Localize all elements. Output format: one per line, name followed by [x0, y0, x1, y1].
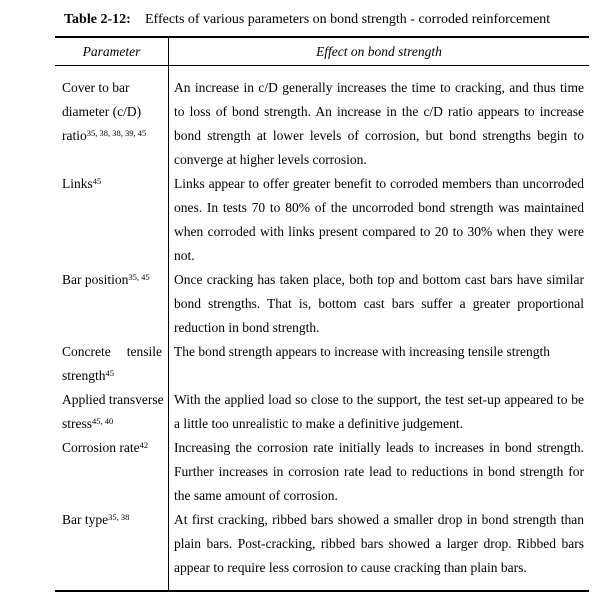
parameter-cell	[62, 340, 162, 388]
effect-cell: An increase in c/D generally increases the time to cracking, and thus time to loss of bond strength. An increase in the c/D ratio appears to increase bond strength at lower levels of corrosion, but bond strengths begin to converge at higher levels corrosion.	[174, 80, 584, 167]
parameter-text: Concrete tensile	[62, 344, 162, 359]
parameter-cell	[62, 76, 162, 148]
parameter-cell	[62, 388, 170, 436]
parameter-text: strength	[62, 368, 106, 383]
reference-superscript: 45, 40	[92, 416, 114, 426]
table-caption-text: Effects of various parameters on bond strength - corroded reinforcement	[145, 12, 551, 27]
reference-superscript: 35, 45	[128, 272, 150, 282]
effect-cell: With the applied load so close to the support, the test set-up appeared to be a little too unrealistic to make a definitive judgement.	[174, 392, 584, 431]
header-effect: Effect on bond strength	[316, 44, 442, 59]
parameter-text: Cover to bar	[62, 80, 130, 95]
effect-cell: Increasing the corrosion rate initially leads to increases in bond strength. Further increases in corrosion rate lead to reductions in bond strength for the same amount of corrosion.	[174, 440, 584, 503]
parameter-text	[62, 124, 162, 148]
parameter-text: Bar position	[62, 272, 129, 287]
bottom-rule	[55, 590, 589, 592]
reference-superscript: 42	[139, 440, 149, 450]
reference-superscript: 35, 38, 38, 39, 45	[86, 128, 147, 138]
table-caption	[64, 12, 550, 28]
reference-superscript: 45	[92, 176, 102, 186]
parameter-text: Corrosion rate	[62, 440, 140, 455]
parameter-text: diameter (c/D)	[62, 104, 142, 119]
effect-cell: Links appear to offer greater benefit to corroded members than uncorroded ones. In tests 70 to 80% of the uncorroded bond strength was maintained when corroded with links present compared to 20 to 30% when they were not.	[174, 176, 584, 263]
parameter-text: stress	[62, 416, 92, 431]
effect-cell: The bond strength appears to increase with increasing tensile strength	[174, 344, 551, 359]
header-rule	[55, 65, 589, 66]
effect-cell: At first cracking, ribbed bars showed a smaller drop in bond strength than plain bars. Post-cracking, ribbed bars showed a larger drop. Ribbed bars appear to require less corrosion to cause cracking than plain bars.	[174, 512, 584, 575]
parameter-text: Bar type	[62, 512, 109, 527]
parameter-text: Applied transverse	[62, 392, 164, 407]
parameter-text	[62, 364, 162, 388]
header-parameter: Parameter	[82, 44, 141, 59]
parameter-cell	[62, 436, 170, 460]
parameter-text: Links	[62, 176, 93, 191]
column-divider	[168, 38, 169, 590]
parameter-cell	[62, 172, 162, 196]
effect-cell: Once cracking has taken place, both top and bottom cast bars have similar bond strengths. That is, bottom cast bars suffer a greater proportional reduction in bond strength.	[174, 272, 584, 335]
parameter-cell	[62, 268, 162, 292]
table-label: Table 2-12:	[64, 12, 131, 27]
parameter-text	[62, 412, 170, 436]
parameter-text: ratio	[62, 128, 87, 143]
reference-superscript: 35, 38	[108, 512, 130, 522]
reference-superscript: 45	[105, 368, 114, 378]
parameter-cell	[62, 508, 162, 532]
